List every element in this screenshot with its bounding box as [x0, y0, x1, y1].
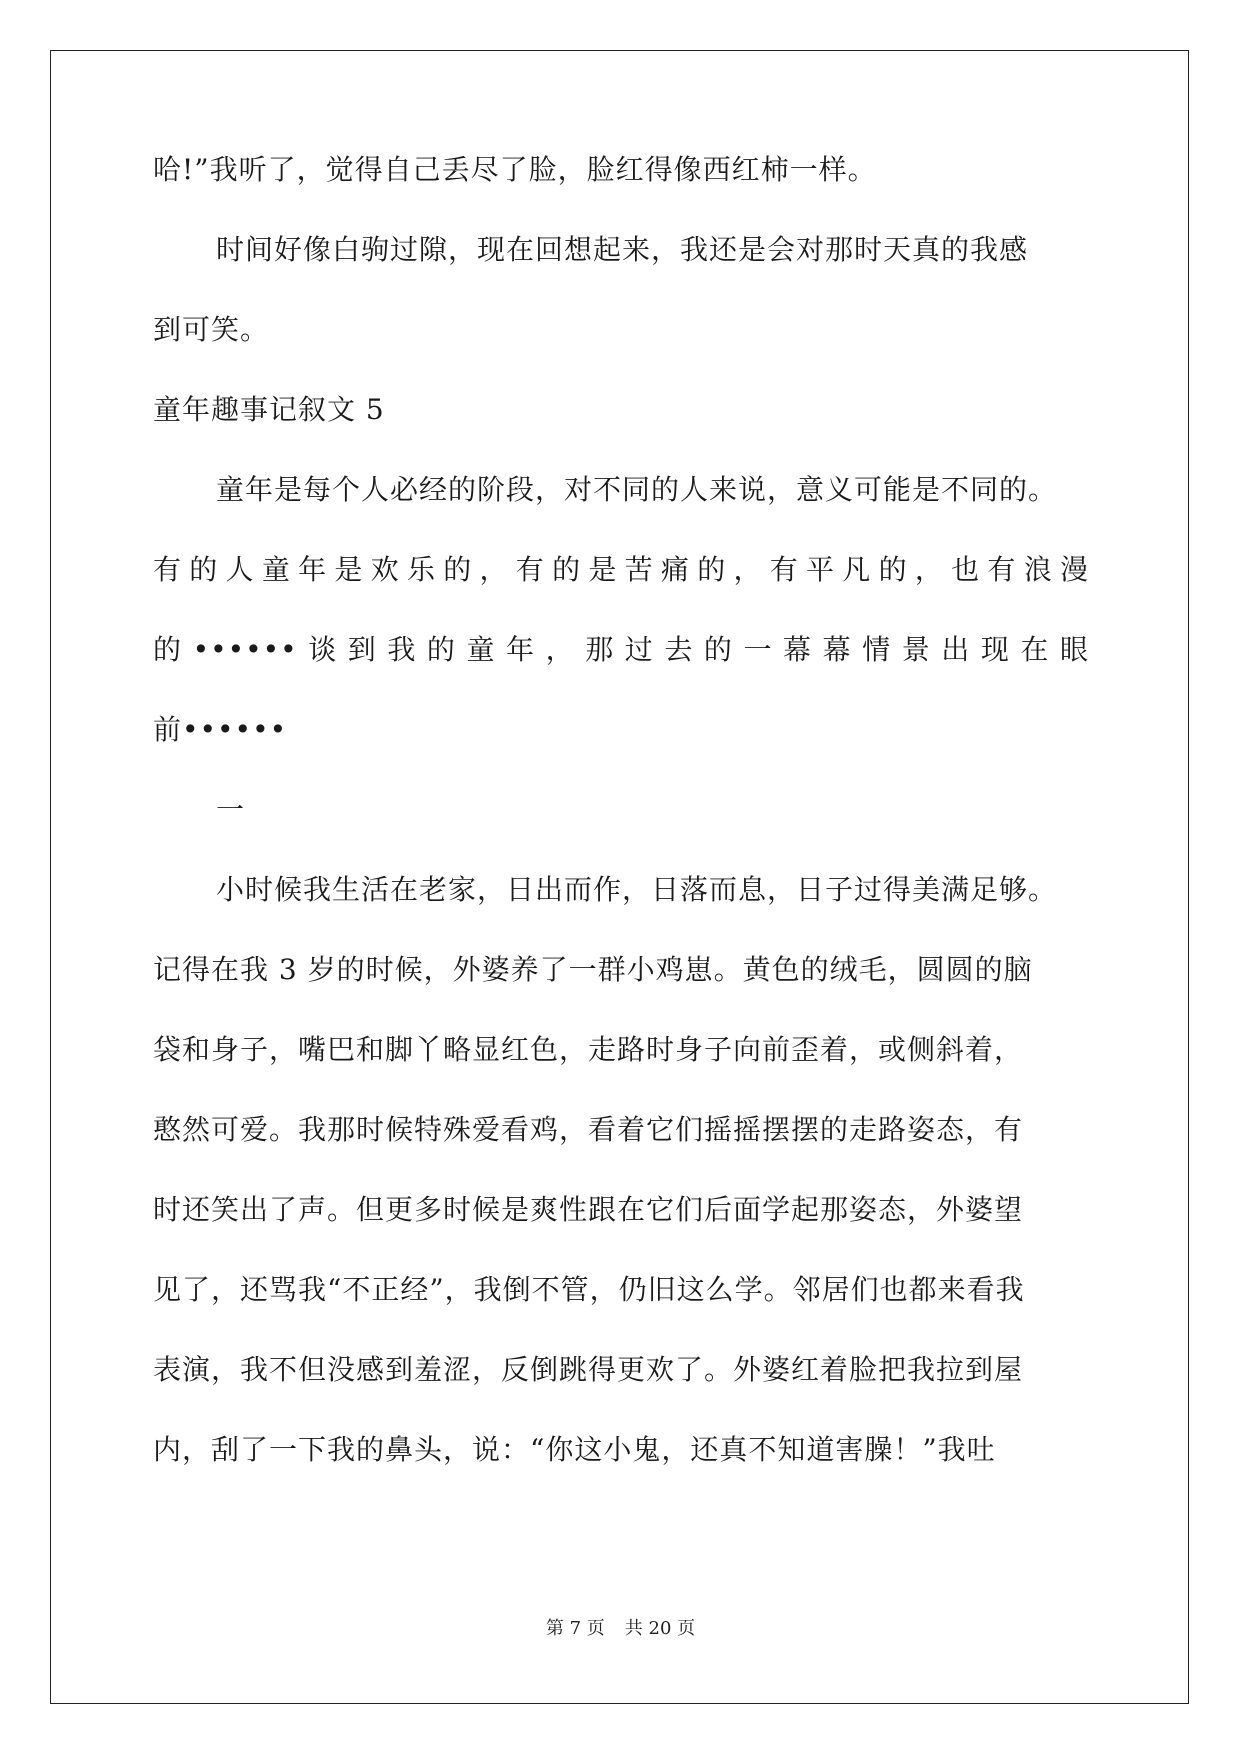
- text-line-3: 到可笑。: [153, 313, 270, 346]
- text-line-12: 袋和身子，嘴巴和脚丫略显红色，走路时身子向前歪着，或侧斜着，: [153, 1033, 1024, 1066]
- text-line-14: 时还笑出了声。但更多时候是爽性跟在它们后面学起那姿态，外婆望: [153, 1193, 1024, 1226]
- section-number: 一: [216, 793, 246, 826]
- page-number-current: 第 7 页: [545, 1618, 605, 1639]
- text-line-15: 见了，还骂我“不正经”，我倒不管，仍旧这么学。邻居们也都来看我: [153, 1273, 1025, 1306]
- text-line-13: 憨然可爱。我那时候特殊爱看鸡，看着它们摇摇摆摆的走路姿态，有: [153, 1113, 1024, 1146]
- text-line-8: 前••••••: [153, 713, 288, 746]
- text-line-1: 哈!”我听了，觉得自己丢尽了脸，脸红得像西红柿一样。: [153, 153, 877, 186]
- text-line-16: 表演，我不但没感到羞涩，反倒跳得更欢了。外婆红着脸把我拉到屋: [153, 1353, 1024, 1386]
- text-line-6: 有的人童年是欢乐的，有的是苦痛的，有平凡的，也有浪漫: [153, 553, 1089, 586]
- text-line-7: 的••••••谈到我的童年，那过去的一幕幕情景出现在眼: [153, 633, 1089, 666]
- page-number-total: 共 20 页: [624, 1618, 696, 1639]
- section-heading: 童年趣事记叙文 5: [153, 393, 385, 426]
- text-line-5: 童年是每个人必经的阶段，对不同的人来说，意义可能是不同的。: [216, 473, 1058, 506]
- text-line-11: 记得在我 3 岁的时候，外婆养了一群小鸡崽。黄色的绒毛，圆圆的脑: [153, 953, 1033, 986]
- text-line-17: 内，刮了一下我的鼻头，说：“你这小鬼，还真不知道害臊！”我吐: [153, 1433, 996, 1466]
- text-line-10: 小时候我生活在老家，日出而作，日落而息，日子过得美满足够。: [216, 873, 1058, 906]
- text-line-2: 时间好像白驹过隙，现在回想起来，我还是会对那时天真的我感: [216, 233, 1029, 266]
- page-footer: [0, 1617, 1241, 1641]
